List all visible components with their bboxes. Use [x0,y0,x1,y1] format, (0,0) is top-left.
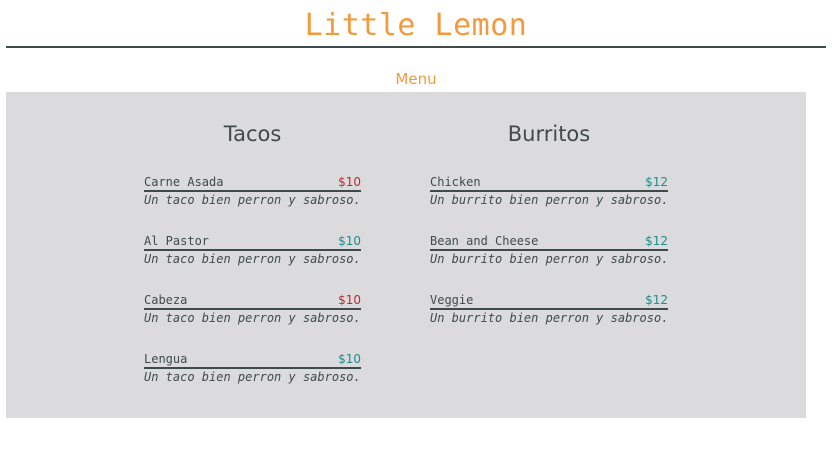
menu-item-description: Un burrito bien perron y sabroso. [430,252,669,266]
menu-item-row [144,351,361,369]
menu-item-row [430,292,668,310]
menu-item-price: $12 [645,175,668,189]
menu-item-lengua [144,351,361,391]
menu-item-price: $10 [338,175,361,189]
menu-item-row [430,174,668,192]
menu-item-row [144,233,361,251]
menu-item-cabeza [144,292,361,332]
menu-item-name: Carne Asada [144,175,224,189]
menu-item-chicken [430,174,668,214]
menu-item-row [144,174,361,192]
menu-item-bean-and-cheese [430,233,668,273]
section-title-burritos: Burritos [507,122,591,146]
menu-item-row [430,233,668,251]
site-title: Little Lemon [304,8,528,43]
menu-item-description: Un taco bien perron y sabroso. [144,311,361,325]
menu-item-name: Al Pastor [144,234,210,248]
menu-panel [6,92,806,418]
menu-item-name: Cabeza [144,293,188,307]
menu-item-description: Un taco bien perron y sabroso. [144,252,361,266]
menu-item-description: Un burrito bien perron y sabroso. [430,311,669,325]
menu-heading: Menu [395,70,437,88]
menu-item-row [144,292,361,310]
menu-item-name: Lengua [144,352,188,366]
menu-item-price: $10 [338,293,361,307]
menu-item-description: Un taco bien perron y sabroso. [144,370,361,384]
menu-item-price: $10 [338,234,361,248]
menu-item-description: Un burrito bien perron y sabroso. [430,193,669,207]
section-title-tacos: Tacos [223,122,282,146]
menu-item-name: Chicken [430,175,481,189]
menu-item-veggie [430,292,668,332]
menu-item-al-pastor [144,233,361,273]
menu-item-description: Un taco bien perron y sabroso. [144,193,361,207]
menu-item-name: Veggie [430,293,474,307]
menu-item-price: $12 [645,293,668,307]
menu-item-price: $10 [338,352,361,366]
menu-item-name: Bean and Cheese [430,234,539,248]
menu-item-price: $12 [645,234,668,248]
menu-item-carne-asada [144,174,361,214]
site-header [6,0,826,48]
